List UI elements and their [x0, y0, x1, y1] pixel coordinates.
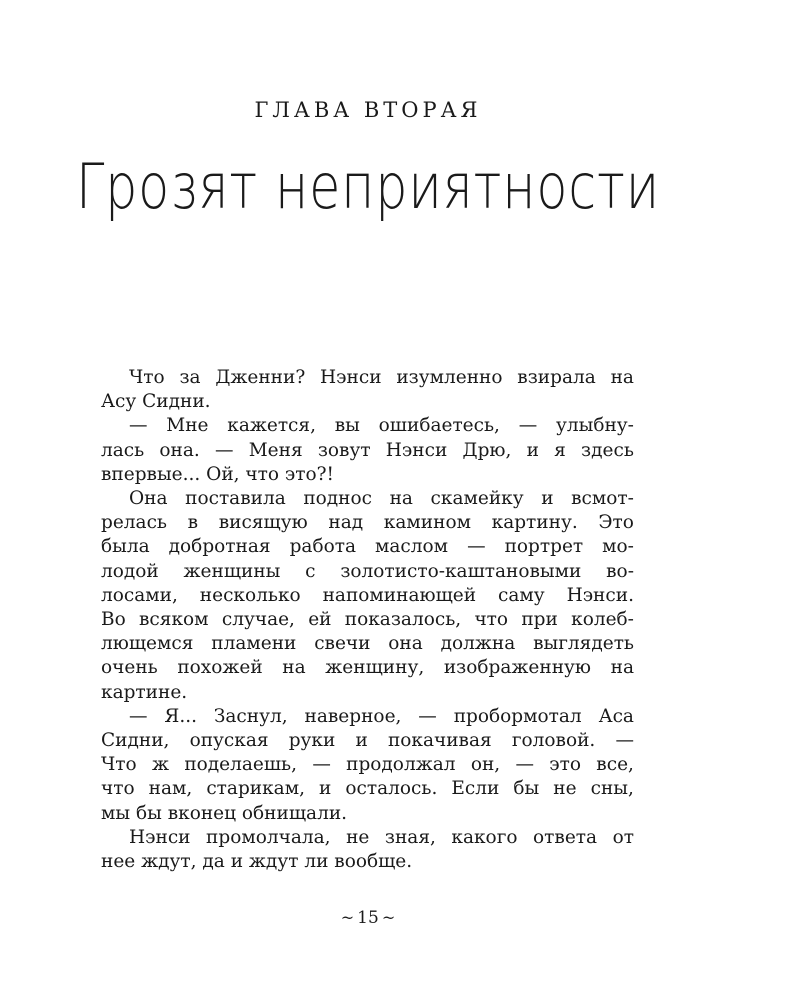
text-line: Сидни, опуская руки и покачивая головой. —	[101, 730, 634, 752]
text-line: что нам, старикам, и осталось. Если бы не сны,	[101, 778, 634, 800]
text-line: — Я... Заснул, наверное, — пробормотал Аса	[129, 705, 634, 727]
text-line: Асу Сидни.	[101, 391, 211, 413]
text-line: лодой женщины с золотисто-каштановыми во-	[101, 560, 634, 582]
text-line: нее ждут, да и ждут ли вообще.	[101, 851, 413, 873]
text-line: — Мне кажется, вы ошибаетесь, — улыбну-	[129, 415, 634, 437]
chapter-title: Грозят неприятности	[75, 150, 661, 223]
page-number: 15	[357, 908, 379, 928]
text-line: лосами, несколько напоминающей саму Нэнси.	[101, 584, 634, 606]
text-line: лась она. — Меня зовут Нэнси Дрю, и я здесь	[101, 439, 634, 461]
text-line: была добротная работа маслом — портрет мо-	[101, 536, 634, 558]
text-line: Во всяком случае, ей показалось, что при колеб-	[101, 609, 634, 631]
text-line: впервые... Ой, что это?!	[101, 463, 334, 485]
text-line: релась в висящую над камином картину. Это	[101, 512, 634, 534]
text-line: картине.	[101, 681, 188, 703]
text-line: лющемся пламени свечи она должна выглядеть	[101, 633, 634, 655]
ornament-right-icon: ~	[381, 908, 396, 927]
text-line: Что за Дженни? Нэнси изумленно взирала на	[129, 367, 634, 388]
page-footer	[0, 908, 736, 928]
text-line: очень похожей на женщину, изображенную на	[101, 657, 634, 679]
text-line: Что ж поделаешь, — продолжал он, — это все,	[101, 754, 634, 776]
text-line: Нэнси промолчала, не зная, какого ответа от	[129, 826, 634, 848]
text-line: Она поставила поднос на скамейку и всмот-	[129, 488, 634, 510]
body-text	[101, 366, 634, 874]
chapter-label: ГЛАВА ВТОРАЯ	[254, 98, 482, 122]
text-line: мы бы вконец обнищали.	[101, 802, 348, 824]
ornament-left-icon: ~	[340, 908, 355, 927]
